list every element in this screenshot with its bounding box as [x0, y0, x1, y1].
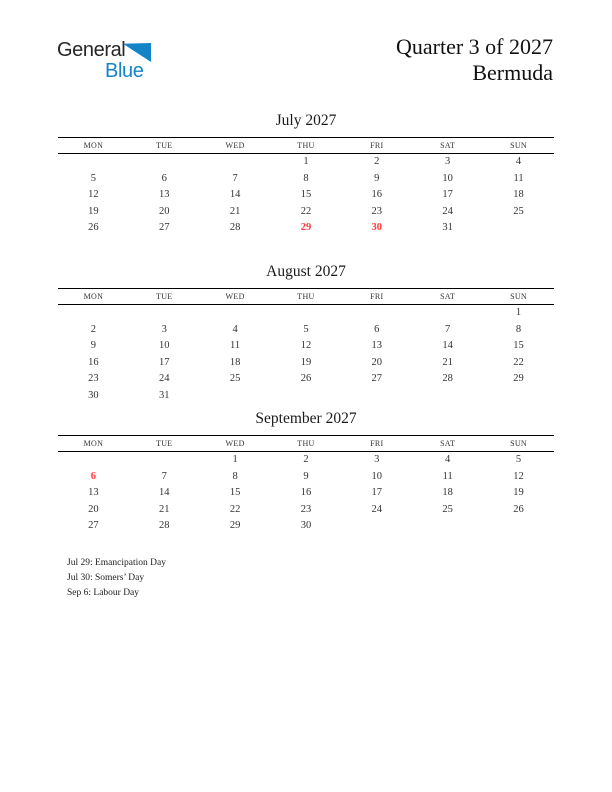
day-cell: 2 [374, 156, 380, 168]
weekday-header: SAT [412, 138, 483, 154]
week-row [58, 153, 554, 170]
day-cell: 18 [442, 487, 453, 499]
day-cell: 3 [445, 156, 451, 168]
weekday-header: WED [200, 436, 271, 452]
day-cell: 27 [88, 520, 99, 532]
general-blue-logo [57, 38, 167, 86]
day-cell: 2 [90, 323, 97, 335]
day-cell: 11 [230, 340, 241, 352]
day-cell: 16 [88, 356, 99, 368]
empty-day-cell [200, 387, 271, 404]
day-cell: 12 [300, 340, 312, 352]
weekday-header: TUE [129, 436, 200, 452]
month-calendar-grid [58, 137, 554, 236]
day-cell: 13 [371, 340, 383, 352]
weekday-header: FRI [341, 138, 412, 154]
empty-day-cell [341, 387, 412, 404]
day-cell: 19 [513, 487, 524, 499]
day-cell: 27 [371, 373, 383, 385]
day-cell: 25 [513, 205, 524, 217]
week-row [58, 387, 554, 404]
empty-day-cell [58, 304, 129, 321]
day-cell: 8 [303, 172, 309, 184]
day-cell: 21 [229, 205, 241, 217]
day-cell: 2 [303, 454, 309, 466]
week-row [58, 371, 554, 388]
empty-day-cell [341, 304, 412, 321]
empty-day-cell [129, 304, 200, 321]
day-cell: 23 [88, 373, 99, 385]
day-cell: 25 [442, 503, 453, 515]
weekday-header: SUN [483, 138, 554, 154]
day-cell: 15 [513, 340, 524, 352]
day-cell: 31 [442, 222, 453, 234]
month-title: September 2027 [255, 410, 357, 427]
day-cell: 3 [161, 323, 167, 335]
week-row [58, 485, 554, 502]
day-cell: 26 [513, 503, 524, 515]
day-cell: 7 [445, 323, 451, 335]
page-title [396, 34, 553, 86]
day-cell: 18 [513, 189, 524, 201]
weekday-header: MON [58, 289, 129, 305]
day-cell: 7 [161, 470, 167, 482]
day-cell: 17 [159, 356, 170, 368]
empty-day-cell [483, 220, 554, 237]
day-cell: 31 [159, 389, 170, 401]
day-cell: 9 [303, 470, 309, 482]
month-july-2027 [58, 111, 554, 236]
day-cell: 4 [515, 156, 522, 168]
day-cell: 11 [442, 470, 453, 482]
day-cell: 17 [442, 189, 453, 201]
empty-day-cell [200, 304, 271, 321]
day-cell: 11 [513, 172, 524, 184]
day-cell: 16 [371, 189, 383, 201]
day-cell: 19 [300, 356, 312, 368]
day-cell: 27 [159, 222, 170, 234]
weekday-header: TUE [129, 138, 200, 154]
weekday-header-row [58, 289, 554, 305]
day-cell: 22 [300, 205, 312, 217]
empty-day-cell [412, 518, 483, 535]
day-cell: 17 [371, 487, 383, 499]
logo-word-general: General [57, 39, 126, 61]
day-cell: 15 [300, 189, 312, 201]
month-title: July 2027 [275, 112, 337, 129]
day-cell: 30 [300, 520, 312, 532]
weekday-header: MON [58, 436, 129, 452]
day-cell: 28 [229, 222, 241, 234]
month-calendar-grid [58, 435, 554, 534]
day-cell: 23 [371, 205, 383, 217]
day-cell: 19 [88, 205, 99, 217]
empty-day-cell [271, 387, 342, 404]
empty-day-cell [412, 387, 483, 404]
empty-day-cell [483, 387, 554, 404]
day-cell: 22 [229, 503, 241, 515]
weekday-header: SUN [483, 289, 554, 305]
weekday-header: THU [271, 289, 342, 305]
day-cell: 25 [229, 373, 241, 385]
day-cell: 6 [161, 172, 167, 184]
empty-day-cell [129, 153, 200, 170]
day-cell: 20 [371, 356, 383, 368]
day-cell: 21 [159, 503, 170, 515]
day-cell: 4 [445, 454, 451, 466]
day-cell: 29 [229, 520, 241, 532]
day-cell: 9 [374, 172, 380, 184]
holiday-notes [67, 556, 166, 601]
weekday-header: FRI [341, 436, 412, 452]
page-title-quarter: Quarter 3 of 2027 [395, 34, 553, 59]
week-row [58, 321, 554, 338]
holiday-note: Jul 30: Somers’ Day [67, 573, 145, 583]
day-cell: 6 [374, 323, 380, 335]
day-cell: 14 [159, 487, 170, 499]
day-cell: 26 [88, 222, 99, 234]
day-cell: 1 [303, 156, 309, 168]
day-cell: 12 [88, 189, 99, 201]
day-cell: 28 [442, 373, 453, 385]
day-cell: 15 [229, 487, 241, 499]
weekday-header: THU [271, 436, 342, 452]
day-cell: 1 [515, 307, 522, 319]
weekday-header: MON [58, 138, 129, 154]
week-row [58, 354, 554, 371]
day-cell: 10 [442, 172, 453, 184]
weekday-header: WED [200, 289, 271, 305]
weekday-header: WED [200, 138, 271, 154]
week-row [58, 468, 554, 485]
weekday-header: SAT [412, 436, 483, 452]
day-cell: 5 [303, 323, 309, 335]
day-cell: 21 [442, 356, 453, 368]
day-cell: 18 [229, 356, 241, 368]
month-calendar-grid [58, 288, 554, 404]
logo-word-blue: Blue [105, 60, 144, 82]
day-cell: 29 [300, 222, 312, 234]
weekday-header: SAT [412, 289, 483, 305]
empty-day-cell [341, 518, 412, 535]
weekday-header: THU [271, 138, 342, 154]
day-cell: 5 [515, 454, 522, 466]
week-row [58, 170, 554, 187]
week-row [58, 501, 554, 518]
weekday-header: TUE [129, 289, 200, 305]
day-cell: 10 [159, 340, 170, 352]
day-cell: 22 [513, 356, 524, 368]
month-august-2027 [58, 262, 554, 404]
empty-day-cell [58, 153, 129, 170]
week-row [58, 451, 554, 468]
empty-day-cell [58, 451, 129, 468]
day-cell: 30 [371, 222, 383, 234]
day-cell: 30 [88, 389, 99, 401]
day-cell: 4 [232, 323, 238, 335]
day-cell: 8 [515, 323, 522, 335]
day-cell: 7 [232, 172, 238, 184]
day-cell: 9 [90, 340, 97, 352]
month-title: August 2027 [266, 263, 346, 280]
empty-day-cell [483, 518, 554, 535]
month-september-2027 [58, 409, 554, 534]
day-cell: 20 [88, 503, 99, 515]
day-cell: 24 [371, 503, 383, 515]
day-cell: 14 [229, 189, 241, 201]
day-cell: 29 [513, 373, 524, 385]
day-cell: 12 [513, 470, 524, 482]
day-cell: 3 [374, 454, 380, 466]
day-cell: 14 [442, 340, 453, 352]
day-cell: 28 [159, 520, 170, 532]
holiday-note: Jul 29: Emancipation Day [67, 558, 166, 568]
empty-day-cell [200, 153, 271, 170]
week-row [58, 518, 554, 535]
weekday-header: SUN [483, 436, 554, 452]
day-cell: 20 [159, 205, 170, 217]
day-cell: 10 [371, 470, 383, 482]
page-title-country: Bermuda [472, 60, 553, 85]
empty-day-cell [271, 304, 342, 321]
weekday-header-row [58, 138, 554, 154]
empty-day-cell [412, 304, 483, 321]
week-row [58, 220, 554, 237]
day-cell: 26 [300, 373, 312, 385]
day-cell: 5 [90, 172, 97, 184]
holiday-note: Sep 6: Labour Day [67, 588, 140, 598]
day-cell: 1 [232, 454, 238, 466]
day-cell: 6 [90, 470, 97, 482]
day-cell: 24 [159, 373, 170, 385]
week-row [58, 203, 554, 220]
week-row [58, 338, 554, 355]
day-cell: 16 [300, 487, 312, 499]
week-row [58, 304, 554, 321]
day-cell: 24 [442, 205, 453, 217]
day-cell: 23 [300, 503, 312, 515]
day-cell: 13 [159, 189, 170, 201]
day-cell: 8 [232, 470, 238, 482]
week-row [58, 187, 554, 204]
empty-day-cell [129, 451, 200, 468]
weekday-header-row [58, 436, 554, 452]
day-cell: 13 [88, 487, 99, 499]
weekday-header: FRI [341, 289, 412, 305]
